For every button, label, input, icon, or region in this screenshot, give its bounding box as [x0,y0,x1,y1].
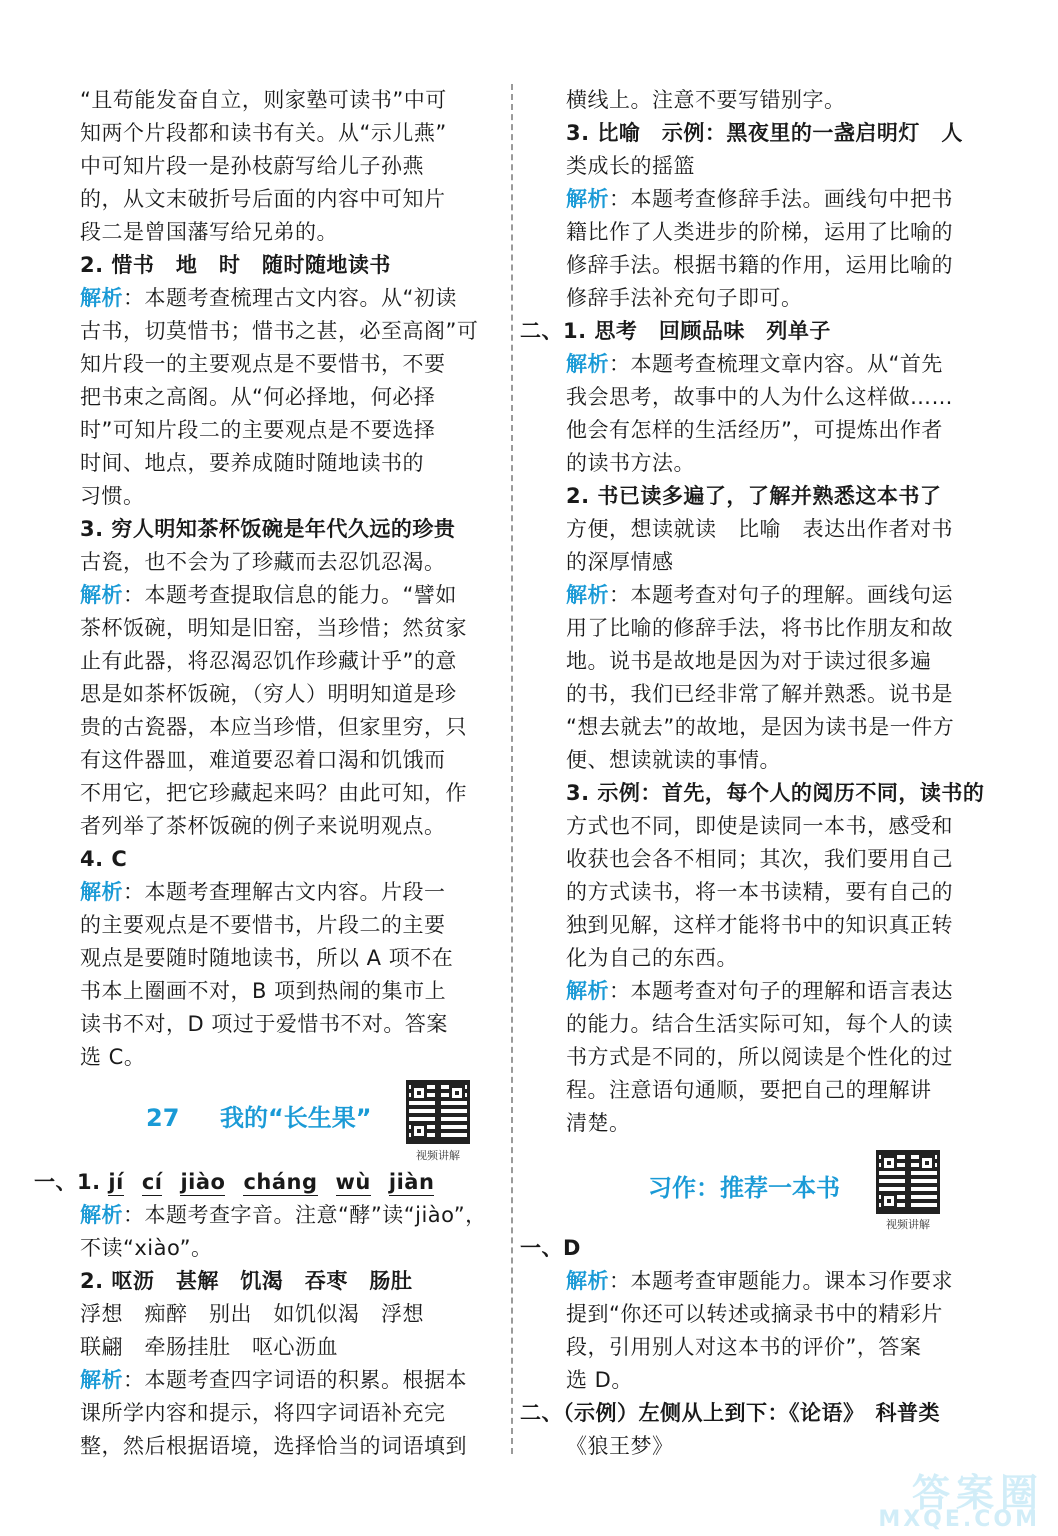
answer-q3: 3. 穷人明知茶杯饭碗是年代久远的珍贵 [80,517,456,541]
analysis-label: 解析 [80,1368,123,1392]
text-line: 修辞手法补充句子即可。 [566,286,803,310]
analysis-label: 解析 [566,187,609,211]
text-line: 独到见解，这样才能将书中的知识真正转 [566,913,953,937]
text-line: 我会思考，故事中的人为什么这样做…… [566,385,953,409]
text-line: 方式也不同，即使是读同一本书，感受和 [566,814,953,838]
qr-caption: 视频讲解 [416,1149,460,1162]
text-line: 浮想 痴醉 别出 如饥似渴 浮想 [80,1302,424,1326]
text-line: 者列举了茶杯饭碗的例子来说明观点。 [80,814,446,838]
analysis-line: 解析：本题考查修辞手法。画线句中把书 [566,187,953,211]
text-line: 不读“xiào”。 [80,1236,213,1260]
answer-q2-words: 2. 呕沥 甚解 饥渴 吞枣 肠肚 [80,1269,413,1293]
text-line: 的方式读书，将一本书读精，要有自己的 [566,880,953,904]
text-line: 时间、地点，要养成随时随地读书的 [80,451,424,475]
answer-q4: 4. C [80,847,128,871]
text-line: 横线上。注意不要写错别字。 [566,88,846,112]
analysis-line: 解析：本题考查理解古文内容。片段一 [80,880,446,904]
text-line: 古书，切莫惜书；惜书之甚，必至高阁”可 [80,319,479,343]
text-line: 清楚。 [566,1111,631,1135]
text-line: 便、想读就读的事情。 [566,748,781,772]
text-line: 段，引用别人对这本书的评价”，答案 [566,1335,922,1359]
analysis-line: 解析：本题考查梳理文章内容。从“首先 [566,352,943,376]
text-line: 他会有怎样的生活经历”，可提炼出作者 [566,418,943,442]
text-line: 段二是曾国藩写给兄弟的。 [80,220,338,244]
left-column [34,84,490,1463]
analysis-line: 解析：本题考查字音。注意“酵”读“jiào”， [80,1203,487,1227]
text-line: 把书束之高阁。从“何必择地，何必择 [80,385,436,409]
text-line: 收获也会各不相同；其次，我们要用自己 [566,847,953,871]
text-line: 化为自己的东西。 [566,946,738,970]
analysis-line: 解析：本题考查提取信息的能力。“譬如 [80,583,457,607]
text-line: 有这件器皿，难道要忍着口渴和饥饿而 [80,748,446,772]
analysis-line: 解析：本题考查审题能力。课本习作要求 [566,1269,953,1293]
text-line: 类成长的摇篮 [566,154,695,178]
text-line: 籍比作了人类进步的阶梯，运用了比喻的 [566,220,953,244]
text-line: 《狼王梦》 [566,1434,674,1458]
column-divider [511,84,513,1454]
answer-s2-q2: 2. 书已读多遍了，了解并熟悉这本书了 [566,484,942,508]
text-line: 茶杯饭碗，明知是旧窑，当珍惜；然贫家 [80,616,467,640]
text-line: 的，从文末破折号后面的内容中可知片 [80,187,446,211]
analysis-label: 解析 [80,583,123,607]
text-line: 思是如茶杯饭碗，（穷人）明明知道是珍 [80,682,457,706]
section-number: 27 [146,1104,180,1132]
text-line: 方便，想读就读 比喻 表达出作者对书 [566,517,953,541]
text-line: 的主要观点是不要惜书，片段二的主要 [80,913,446,937]
text-line: 读书不对，D 项过于爱惜书不对。答案 [80,1012,448,1036]
text-line: 选 C。 [80,1045,146,1069]
section-header-27 [80,1080,490,1160]
text-line: 古瓷，也不会为了珍藏而去忍饥忍渴。 [80,550,446,574]
text-line: 用了比喻的修辞手法，将书比作朋友和故 [566,616,953,640]
text-line: 不用它，把它珍藏起来吗？由此可知，作 [80,781,467,805]
answer-s2-q3: 3. 示例：首先，每个人的阅历不同，读书的 [566,781,985,805]
text-line: 知片段一的主要观点是不要惜书，不要 [80,352,446,376]
watermark-logo: 答案圈 MXQE.COM [878,1471,1044,1532]
text-line: 贵的古瓷器，本应当珍惜，但家里穷，只 [80,715,467,739]
text-line: 课所学内容和提示，将四字词语补充完 [80,1401,446,1425]
analysis-label: 解析 [566,979,609,1003]
analysis-line: 解析：本题考查四字词语的积累。根据本 [80,1368,467,1392]
text-line: 的能力。结合生活实际可知，每个人的读 [566,1012,953,1036]
section-title: 我的“长生果” [220,1104,372,1132]
text-line: 知两个片段都和读书有关。从“示儿燕” [80,121,447,145]
text-line: 程。注意语句通顺，要把自己的理解讲 [566,1078,932,1102]
text-line: 地。说书是故地是因为对于读过很多遍 [566,649,932,673]
text-line: “且苟能发奋自立，则家塾可读书”中可 [80,88,447,112]
text-line: 书方式是不同的，所以阅读是个性化的过 [566,1045,953,1069]
answer-s2-q1: 二、1. 思考 回顾品味 列单子 [520,319,831,343]
analysis-label: 解析 [566,583,609,607]
text-line: 书本上圈画不对，B 项到热闹的集市上 [80,979,447,1003]
right-column [520,84,985,1463]
analysis-line: 解析：本题考查对句子的理解。画线句运 [566,583,953,607]
section-header-writing [566,1146,976,1231]
analysis-label: 解析 [566,1269,609,1293]
text-line: 习惯。 [80,484,145,508]
answer-w2: 二、（示例）左侧从上到下：《论语》 科普类 [520,1401,940,1425]
qr-code-icon[interactable] [876,1150,940,1214]
text-line: 选 D。 [566,1368,633,1392]
text-line: 的深厚情感 [566,550,674,574]
text-line: “想去就去”的故地，是因为读书是一件方 [566,715,955,739]
section-title: 习作：推荐一本书 [648,1174,840,1202]
analysis-label: 解析 [566,352,609,376]
text-line: 的书，我们已经非常了解并熟悉。说书是 [566,682,953,706]
text-line: 观点是要随时随地读书，所以 A 项不在 [80,946,454,970]
text-line: 提到“你还可以转述或摘录书中的精彩片 [566,1302,943,1326]
text-line: 的读书方法。 [566,451,695,475]
analysis-line: 解析：本题考查梳理古文内容。从“初读 [80,286,457,310]
text-line: 修辞手法。根据书籍的作用，运用比喻的 [566,253,953,277]
text-line: 联翩 牵肠挂肚 呕心沥血 [80,1335,338,1359]
analysis-label: 解析 [80,880,123,904]
text-line: 中可知片段一是孙枝蔚写给儿子孙燕 [80,154,424,178]
analysis-label: 解析 [80,286,123,310]
text-line: 整，然后根据语境，选择恰当的词语填到 [80,1434,467,1458]
answer-q2: 2. 惜书 地 时 随时随地读书 [80,253,391,277]
qr-code-icon[interactable] [406,1080,470,1144]
analysis-label: 解析 [80,1203,123,1227]
analysis-line: 解析：本题考查对句子的理解和语言表达 [566,979,953,1003]
text-line: 时”可知片段二的主要观点是不要选择 [80,418,436,442]
pinyin-answer: 一、1. jí cí jiào cháng wù jiàn [34,1170,435,1194]
text-line: 止有此器，将忍渴忍饥作珍藏计乎”的意 [80,649,457,673]
answer-q3: 3. 比喻 示例：黑夜里的一盏启明灯 人 [566,121,963,145]
qr-caption: 视频讲解 [886,1218,930,1231]
answer-w1: 一、D [520,1236,581,1260]
